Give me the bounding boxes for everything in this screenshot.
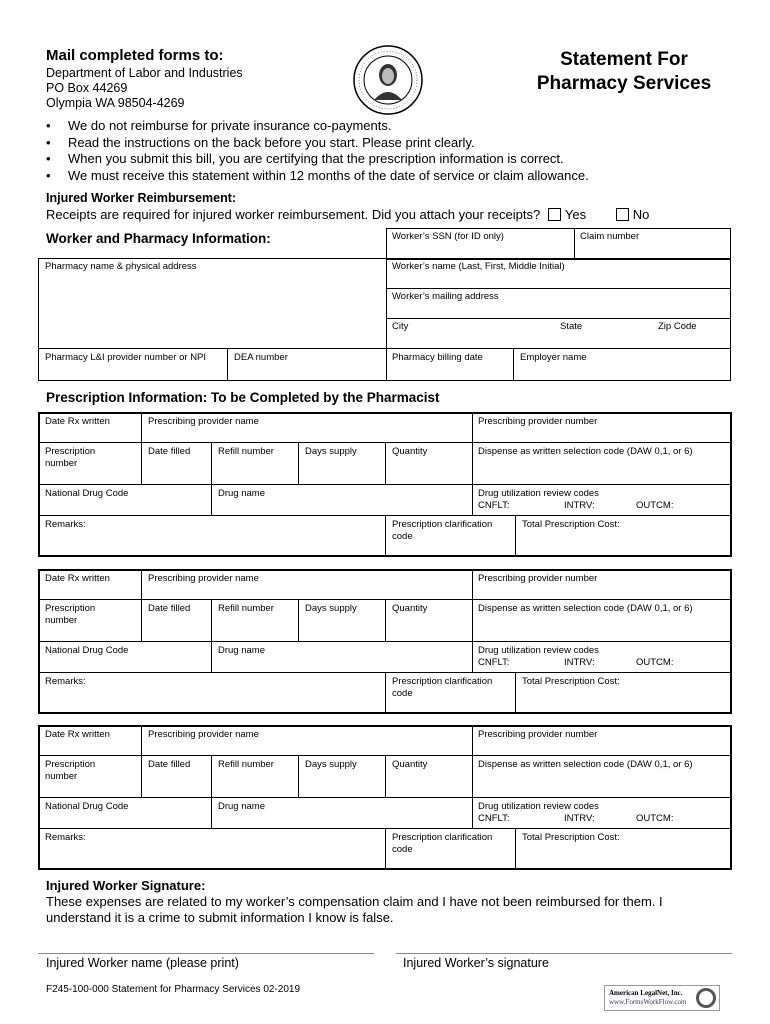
prescription-heading: Prescription Information: To be Completed by the Pharmacist [46, 390, 440, 405]
provider-number-field[interactable] [40, 364, 225, 379]
address-line-3: Olympia WA 98504-4269 [46, 96, 185, 110]
name-line [38, 953, 374, 954]
clarif-label-1: Prescription clarification [392, 676, 493, 687]
instruction-item: • We do not reimburse for private insurance co-payments. [46, 118, 589, 135]
ssn-field[interactable] [388, 243, 572, 258]
rx-number-label-2: number [45, 615, 78, 626]
instruction-item: • When you submit this bill, you are certifying that the prescription information is correct. [46, 151, 589, 168]
vendor-logo-icon [696, 988, 716, 1008]
worker-signature-label: Injured Worker’s signature [403, 956, 549, 970]
ssn-label: Worker’s SSN (for ID only) [392, 231, 504, 242]
intrv-label: INTRV: [564, 813, 595, 824]
dea-field[interactable] [229, 364, 384, 379]
rx-number-field[interactable] [41, 627, 139, 639]
yes-label: Yes [564, 207, 587, 222]
signature-line [396, 953, 732, 954]
form-id: F245-100-000 Statement for Pharmacy Services 02-2019 [46, 984, 301, 995]
dur-label: Drug utilization review codes [478, 488, 599, 499]
ndc-field[interactable] [41, 814, 209, 827]
worker-pharmacy-heading: Worker and Pharmacy Information: [46, 231, 271, 246]
quantity-field[interactable] [387, 615, 470, 639]
date-written-label: Date Rx written [45, 729, 110, 740]
clarif-label-1: Prescription clarification [392, 519, 493, 530]
mail-heading: Mail completed forms to: [46, 47, 224, 64]
daw-label: Dispense as written selection code (DAW 0,1, or 6) [478, 603, 693, 614]
total-cost-field[interactable] [517, 688, 729, 712]
dea-label: DEA number [234, 352, 288, 363]
quantity-field[interactable] [387, 458, 470, 482]
provider-number-label: Prescribing provider number [478, 729, 598, 740]
clarif-label-2: code [392, 531, 413, 542]
drug-name-label: Drug name [218, 488, 265, 499]
drug-name-field[interactable] [213, 814, 470, 827]
provider-name-field[interactable] [143, 741, 470, 754]
outcm-label: OUTCM: [636, 500, 674, 511]
claim-number-label: Claim number [580, 231, 640, 242]
remarks-field[interactable] [41, 844, 383, 870]
rx-number-field[interactable] [41, 783, 139, 795]
ndc-label: National Drug Code [45, 488, 129, 499]
ndc-field[interactable] [41, 501, 209, 514]
provider-number-label: Prescribing provider number [478, 573, 598, 584]
cnflt-label: CNFLT: [478, 500, 510, 511]
daw-label: Dispense as written selection code (DAW 0,1, or 6) [478, 446, 693, 457]
reimbursement-question-row [46, 207, 649, 222]
intrv-label: INTRV: [564, 657, 595, 668]
billing-date-label: Pharmacy billing date [392, 352, 483, 363]
quantity-label: Quantity [392, 603, 428, 614]
mailing-address-label: Worker’s mailing address [392, 291, 499, 302]
provider-name-field[interactable] [143, 428, 470, 441]
date-written-field[interactable] [41, 741, 139, 754]
reimbursement-question: Receipts are required for injured worker reimbursement. Did you attach your receipts? [46, 207, 541, 222]
drug-name-field[interactable] [213, 501, 470, 514]
clarif-field[interactable] [387, 857, 513, 867]
state-seal-icon [352, 44, 424, 116]
clarif-label-1: Prescription clarification [392, 832, 493, 843]
provider-name-label: Prescribing provider name [148, 416, 259, 427]
refill-label: Refill number [218, 446, 274, 457]
signature-heading: Injured Worker Signature: [46, 878, 206, 893]
instruction-list [46, 118, 589, 184]
title-line-1: Statement For [560, 49, 688, 70]
ndc-label: National Drug Code [45, 645, 129, 656]
refill-field[interactable] [213, 771, 296, 795]
quantity-label: Quantity [392, 759, 428, 770]
days-supply-field[interactable] [300, 458, 383, 482]
employer-label: Employer name [520, 352, 587, 363]
date-written-label: Date Rx written [45, 416, 110, 427]
title-line-2: Pharmacy Services [536, 73, 712, 94]
form-title [524, 48, 724, 96]
refill-label: Refill number [218, 759, 274, 770]
yes-checkbox[interactable] [548, 208, 561, 221]
address-line-2: PO Box 44269 [46, 81, 128, 95]
clarif-field[interactable] [387, 544, 513, 554]
days-supply-field[interactable] [300, 615, 383, 639]
worker-signature-field[interactable] [398, 936, 732, 953]
cnflt-label: CNFLT: [478, 657, 510, 668]
total-cost-field[interactable] [517, 531, 729, 555]
date-written-field[interactable] [41, 428, 139, 441]
provider-name-field[interactable] [143, 585, 470, 598]
cnflt-label: CNFLT: [478, 813, 510, 824]
date-filled-label: Date filled [148, 446, 191, 457]
claim-number-field[interactable] [576, 243, 728, 258]
worker-name-print-label: Injured Worker name (please print) [46, 956, 239, 970]
provider-number-field[interactable] [474, 585, 729, 598]
state-label: State [560, 321, 583, 332]
billing-date-field[interactable] [388, 364, 511, 379]
provider-number-label: Prescribing provider number [478, 416, 598, 427]
refill-field[interactable] [213, 458, 296, 482]
provider-number-label: Pharmacy L&I provider number or NPI [45, 352, 207, 363]
zip-label: Zip Code [658, 321, 697, 332]
refill-field[interactable] [213, 615, 296, 639]
rx-number-field[interactable] [41, 470, 139, 482]
daw-field[interactable] [474, 771, 729, 795]
instruction-item: • We must receive this statement within 12 months of the date of service or claim allowance. [46, 168, 589, 185]
total-cost-field[interactable] [517, 844, 729, 868]
rx-number-label-2: number [45, 458, 78, 469]
remarks-label: Remarks: [45, 519, 86, 530]
city-label: City [392, 321, 409, 332]
vendor-url: www.FormsWorkFlow.com [609, 998, 687, 1006]
days-supply-label: Days supply [305, 603, 357, 614]
worker-name-field[interactable] [388, 274, 728, 287]
address-line-1: Department of Labor and Industries [46, 66, 243, 80]
clarif-label-2: code [392, 688, 413, 699]
clarif-label-2: code [392, 844, 413, 855]
vendor-name: American LegalNet, Inc. [609, 989, 683, 997]
worker-name-print-field[interactable] [40, 936, 374, 953]
date-written-field[interactable] [41, 585, 139, 598]
daw-field[interactable] [474, 458, 729, 482]
remarks-label: Remarks: [45, 832, 86, 843]
date-filled-field[interactable] [143, 615, 209, 639]
date-written-label: Date Rx written [45, 573, 110, 584]
total-cost-label: Total Prescription Cost: [522, 832, 620, 843]
mailing-address-field[interactable] [388, 304, 728, 317]
signature-statement: These expenses are related to my worker’s compensation claim and I have not been reimbursed for them. I understand it is a crime to submit information I know is false. [46, 894, 663, 925]
rx-number-label-1: Prescription [45, 759, 96, 770]
clarif-field[interactable] [387, 701, 513, 711]
total-cost-label: Total Prescription Cost: [522, 519, 620, 530]
ndc-field[interactable] [41, 658, 209, 671]
provider-name-label: Prescribing provider name [148, 729, 259, 740]
quantity-label: Quantity [392, 446, 428, 457]
remarks-field[interactable] [41, 688, 383, 714]
employer-field[interactable] [515, 364, 728, 379]
provider-number-field[interactable] [474, 428, 729, 441]
reimbursement-heading: Injured Worker Reimbursement: [46, 191, 237, 205]
days-supply-field[interactable] [300, 771, 383, 795]
city-state-zip-field[interactable] [388, 334, 728, 347]
rx-number-label-1: Prescription [45, 446, 96, 457]
daw-field[interactable] [474, 615, 729, 639]
refill-label: Refill number [218, 603, 274, 614]
drug-name-label: Drug name [218, 801, 265, 812]
no-label: No [632, 207, 650, 222]
drug-name-field[interactable] [213, 658, 470, 671]
remarks-field[interactable] [41, 531, 383, 557]
date-filled-label: Date filled [148, 759, 191, 770]
outcm-label: OUTCM: [636, 813, 674, 824]
provider-name-label: Prescribing provider name [148, 573, 259, 584]
quantity-field[interactable] [387, 771, 470, 795]
date-filled-field[interactable] [143, 458, 209, 482]
date-filled-field[interactable] [143, 771, 209, 795]
intrv-label: INTRV: [564, 500, 595, 511]
provider-number-field[interactable] [474, 741, 729, 754]
no-checkbox[interactable] [616, 208, 629, 221]
drug-name-label: Drug name [218, 645, 265, 656]
date-filled-label: Date filled [148, 603, 191, 614]
rx-number-label-2: number [45, 771, 78, 782]
total-cost-label: Total Prescription Cost: [522, 676, 620, 687]
pharmacy-name-field[interactable] [42, 274, 382, 346]
rx-number-label-1: Prescription [45, 603, 96, 614]
days-supply-label: Days supply [305, 446, 357, 457]
outcm-label: OUTCM: [636, 657, 674, 668]
dur-label: Drug utilization review codes [478, 801, 599, 812]
dur-label: Drug utilization review codes [478, 645, 599, 656]
pharmacy-name-label: Pharmacy name & physical address [45, 261, 197, 272]
remarks-label: Remarks: [45, 676, 86, 687]
worker-name-label: Worker’s name (Last, First, Middle Initial) [392, 261, 565, 272]
days-supply-label: Days supply [305, 759, 357, 770]
ndc-label: National Drug Code [45, 801, 129, 812]
instruction-item: • Read the instructions on the back before you start. Please print clearly. [46, 135, 589, 152]
daw-label: Dispense as written selection code (DAW 0,1, or 6) [478, 759, 693, 770]
vendor-badge[interactable] [604, 985, 720, 1011]
